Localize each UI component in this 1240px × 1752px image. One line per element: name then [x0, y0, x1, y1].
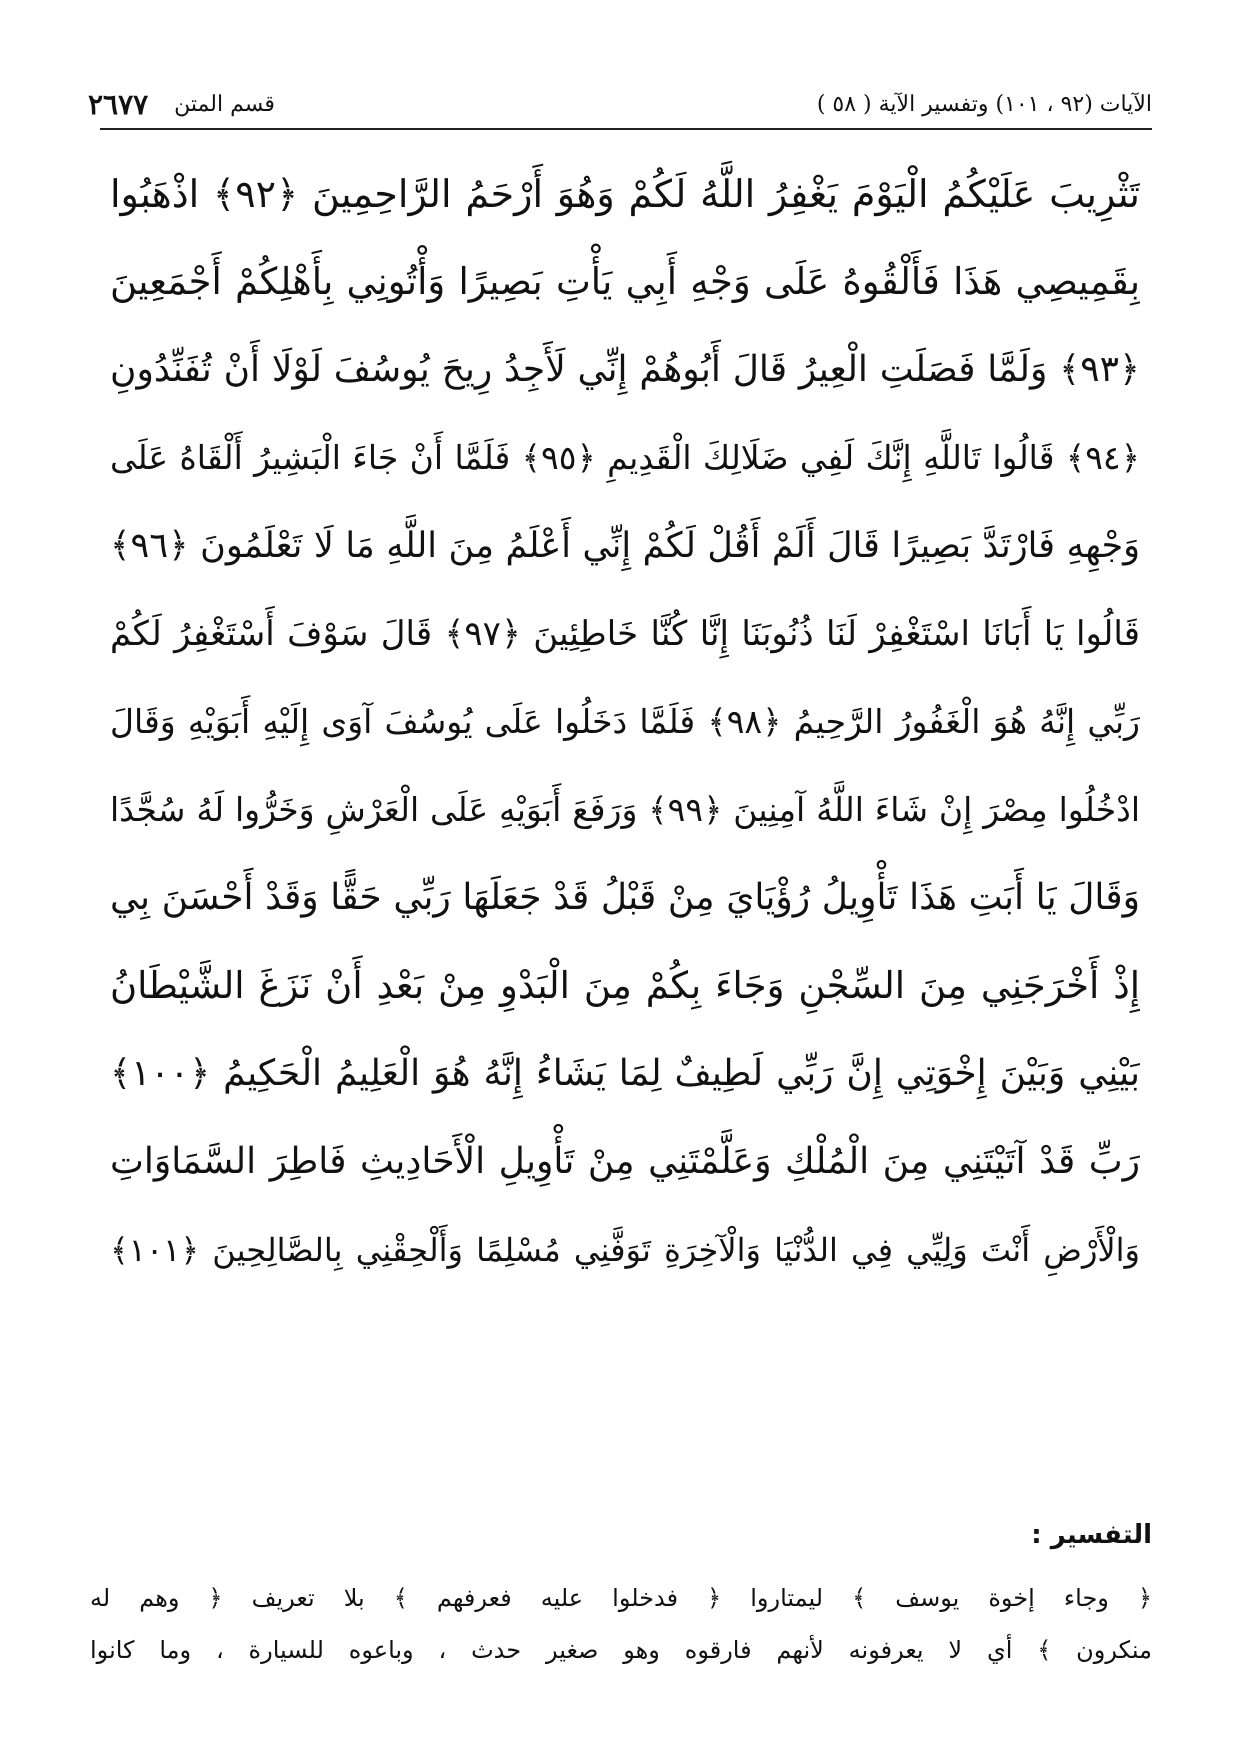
quran-line: ﴿٩٣﴾ وَلَمَّا فَصَلَتِ الْعِيرُ قَالَ أَبُوهُمْ إِنِّي لَأَجِدُ رِيحَ يُوسُفَ لَوْلَا أَنْ تُفَنِّدُونِ [110, 349, 1140, 390]
header-left-group [88, 88, 275, 121]
header-verses-range: الآيات (٩٢ ، ١٠١) وتفسير الآية ( ٥٨ ) [816, 91, 1152, 117]
tafsir-heading: التفسير : [1031, 1520, 1152, 1550]
quran-line: وَالْأَرْضِ أَنْتَ وَلِيِّي فِي الدُّنْيَا وَالْآخِرَةِ تَوَفَّنِي مُسْلِمًا وَأَلْحِقْنِي بِالصَّالِحِينَ ﴿١٠١﴾ [110, 1231, 1140, 1269]
quran-line: بَيْنِي وَبَيْنَ إِخْوَتِي إِنَّ رَبِّي لَطِيفٌ لِمَا يَشَاءُ إِنَّهُ هُوَ الْعَلِيمُ الْحَكِيمُ ﴿١٠٠﴾ [110, 1053, 1140, 1094]
quran-line: ﴿٩٤﴾ قَالُوا تَاللَّهِ إِنَّكَ لَفِي ضَلَالِكَ الْقَدِيمِ ﴿٩٥﴾ فَلَمَّا أَنْ جَاءَ الْبَشِيرُ أَلْقَاهُ عَلَى [110, 438, 1140, 477]
page-header [88, 84, 1152, 124]
quran-line: إِذْ أَخْرَجَنِي مِنَ السِّجْنِ وَجَاءَ بِكُمْ مِنَ الْبَدْوِ مِنْ بَعْدِ أَنْ نَزَغَ الشَّيْطَانُ [110, 964, 1140, 1007]
quran-text-block [110, 150, 1140, 1294]
header-section-name: قسم المتن [174, 91, 275, 117]
header-divider [100, 128, 1152, 130]
page-number: ٢٦٧٧ [88, 87, 149, 121]
tafsir-text-block [90, 1572, 1152, 1676]
quran-line: وَجْهِهِ فَارْتَدَّ بَصِيرًا قَالَ أَلَمْ أَقُلْ لَكُمْ إِنِّي أَعْلَمُ مِنَ اللَّهِ مَا لَا تَعْلَمُونَ ﴿٩٦﴾ [110, 526, 1140, 566]
quran-line: رَبِّي إِنَّهُ هُوَ الْغَفُورُ الرَّحِيمُ ﴿٩٨﴾ فَلَمَّا دَخَلُوا عَلَى يُوسُفَ آوَى إِلَيْهِ أَبَوَيْهِ وَقَالَ [110, 702, 1140, 741]
tafsir-line: ﴿ وجاء إخوة يوسف ﴾ ليمتاروا ﴿ فدخلوا عليه فعرفهم ﴾ بلا تعريف ﴿ وهم له [90, 1584, 1152, 1612]
quran-line: رَبِّ قَدْ آتَيْتَنِي مِنَ الْمُلْكِ وَعَلَّمْتَنِي مِنْ تَأْوِيلِ الْأَحَادِيثِ فَاطِرَ السَّمَاوَاتِ [110, 1141, 1140, 1182]
quran-line: بِقَمِيصِي هَذَا فَأَلْقُوهُ عَلَى وَجْهِ أَبِي يَأْتِ بَصِيرًا وَأْتُونِي بِأَهْلِكُمْ أَجْمَعِينَ [110, 260, 1140, 303]
quran-line: تَثْرِيبَ عَلَيْكُمُ الْيَوْمَ يَغْفِرُ اللَّهُ لَكُمْ وَهُوَ أَرْحَمُ الرَّاحِمِينَ ﴿٩٢﴾ اذْهَبُوا [110, 172, 1140, 216]
quran-line: قَالُوا يَا أَبَانَا اسْتَغْفِرْ لَنَا ذُنُوبَنَا إِنَّا كُنَّا خَاطِئِينَ ﴿٩٧﴾ قَالَ سَوْفَ أَسْتَغْفِرُ لَكُمْ [110, 614, 1140, 654]
tafsir-line: منكرون ﴾ أي لا يعرفونه لأنهم فارقوه وهو صغير حدث ، وباعوه للسيارة ، وما كانوا [90, 1636, 1152, 1664]
quran-line: وَقَالَ يَا أَبَتِ هَذَا تَأْوِيلُ رُؤْيَايَ مِنْ قَبْلُ قَدْ جَعَلَهَا رَبِّي حَقًّا وَقَدْ أَحْسَنَ بِي [110, 877, 1140, 918]
quran-line: ادْخُلُوا مِصْرَ إِنْ شَاءَ اللَّهُ آمِنِينَ ﴿٩٩﴾ وَرَفَعَ أَبَوَيْهِ عَلَى الْعَرْشِ وَخَرُّوا لَهُ سُجَّدًا [110, 790, 1140, 829]
